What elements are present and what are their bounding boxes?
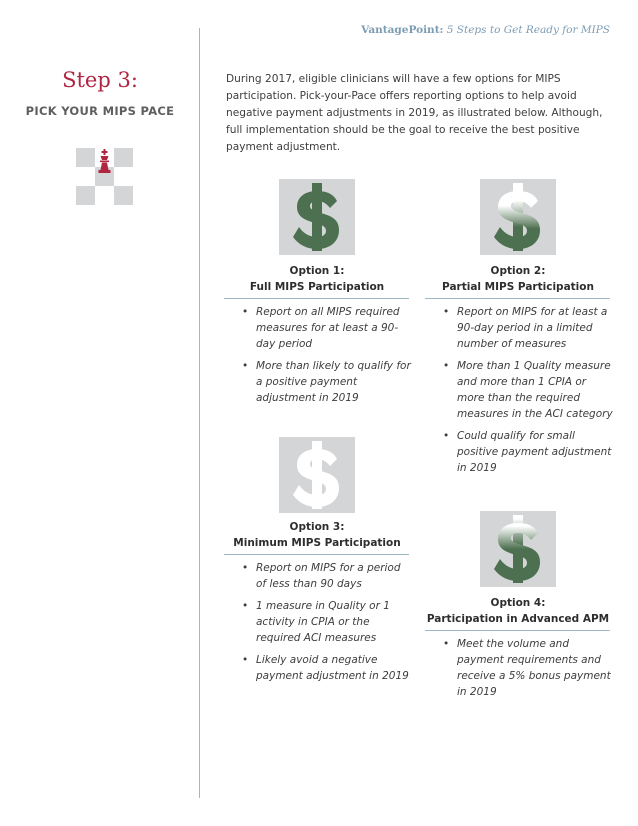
option-4-rule — [425, 630, 610, 631]
dollar-partial-icon — [480, 179, 556, 255]
list-item: • Report on all MIPS required measures for at least a 90-day period — [242, 304, 412, 352]
header-brand: VantagePoint: — [361, 24, 444, 36]
option-3-name: Minimum MIPS Participation — [233, 537, 401, 549]
vertical-divider — [199, 28, 200, 798]
option-4-name: Participation in Advanced APM — [426, 613, 610, 625]
option-3-bullets — [242, 560, 412, 690]
dollar-full-icon — [279, 179, 355, 255]
step-subtitle: PICK YOUR MIPS PACE — [25, 104, 175, 118]
list-item: • Report on MIPS for a period of less than 90 days — [242, 560, 412, 592]
option-4-label: Option 4: — [490, 597, 546, 609]
chess-king-icon — [76, 148, 133, 205]
dollar-apm-icon — [480, 511, 556, 587]
option-4-title — [425, 595, 611, 627]
step-title: Step 3: — [62, 68, 138, 92]
option-1-label: Option 1: — [289, 265, 345, 277]
option-1-name: Full MIPS Participation — [249, 281, 385, 293]
option-3-label: Option 3: — [289, 521, 345, 533]
list-item: • 1 measure in Quality or 1 activity in CPIA or the required ACI measures — [242, 598, 412, 646]
list-item: • More than likely to qualify for a positive payment adjustment in 2019 — [242, 358, 412, 406]
option-2-rule — [425, 298, 610, 299]
page-header — [361, 24, 610, 36]
option-2-title — [425, 263, 611, 295]
option-2-name: Partial MIPS Participation — [442, 281, 594, 293]
list-item: • Meet the volume and payment requirements and receive a 5% bonus payment in 2019 — [443, 636, 613, 700]
list-item: • More than 1 Quality measure and more than 1 CPIA or more than the required measures in the ACI category — [443, 358, 613, 422]
option-1-rule — [224, 298, 409, 299]
list-item: • Report on MIPS for at least a 90-day period in a limited number of measures — [443, 304, 613, 352]
option-2-bullets — [443, 304, 613, 482]
list-item: • Likely avoid a negative payment adjustment in 2019 — [242, 652, 412, 684]
option-2-label: Option 2: — [490, 265, 546, 277]
intro-paragraph: During 2017, eligible clinicians will have a few options for MIPS participation. Pick-your-Pace offers reporting options to help avoid negative payment adjustments in 2019, as illustrated below. Although, full implementation should be the goal to receive the best positive payment adjustment. — [226, 73, 603, 153]
dollar-minimum-icon — [279, 437, 355, 513]
option-3-title — [224, 519, 410, 551]
option-1-title — [224, 263, 410, 295]
header-subtitle: 5 Steps to Get Ready for MIPS — [446, 24, 610, 36]
option-1-bullets — [242, 304, 412, 412]
option-4-bullets — [443, 636, 613, 706]
option-3-rule — [224, 554, 409, 555]
list-item: • Could qualify for small positive payment adjustment in 2019 — [443, 428, 613, 476]
